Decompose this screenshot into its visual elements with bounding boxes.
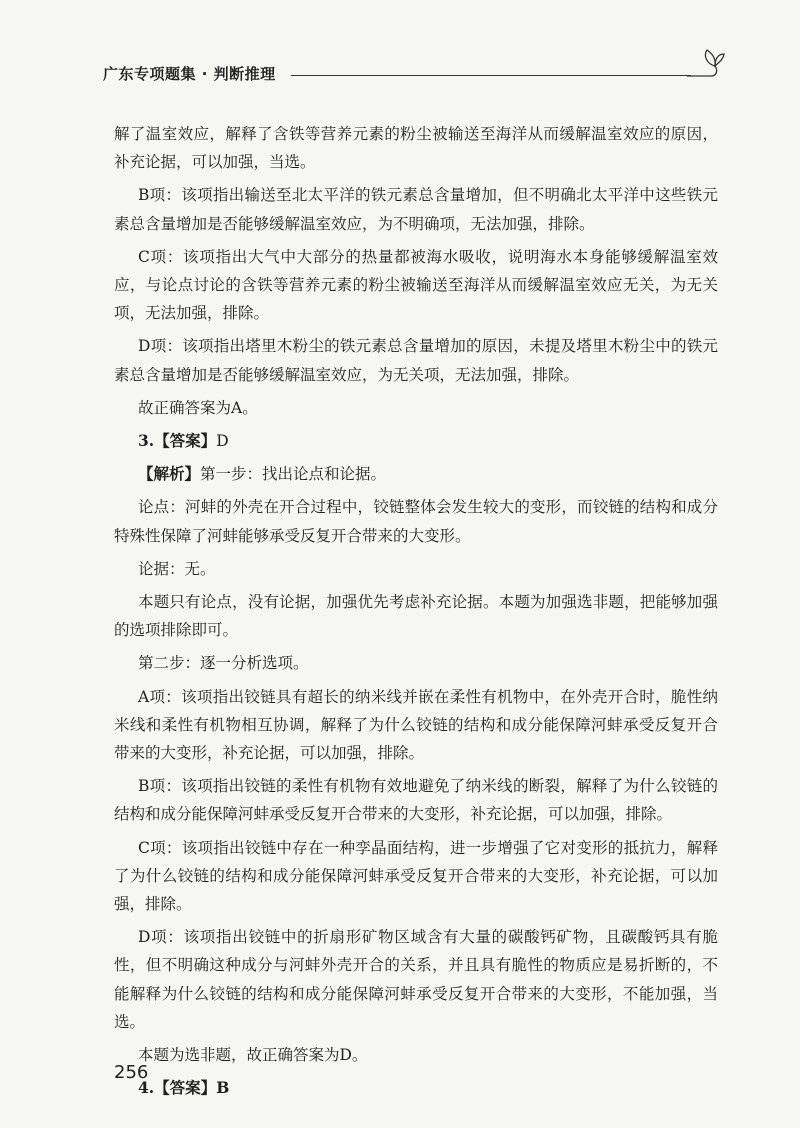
- paragraph: C项：该项指出大气中大部分的热量都被海水吸收，说明海水本身能够缓解温室效应，与论点讨论的含铁等营养元素的粉尘被输送至海洋从而缓解温室效应无关，为无关项，无法加强，排除。: [114, 247, 718, 323]
- running-header: [103, 60, 715, 86]
- q3-option-a: A项：该项指出铰链具有超长的纳米线并嵌在柔性有机物中，在外壳开合时，脆性纳米线和柔性有机物相互协调，解释了为什么铰链的结构和成分能保障河蚌承受反复开合带来的大变形，补充论据，可以加强，排除。: [114, 687, 718, 763]
- paragraph: 解了温室效应，解释了含铁等营养元素的粉尘被输送至海洋从而缓解温室效应的原因，补充论据，可以加强，当选。: [114, 125, 718, 172]
- q3-note: 本题只有论点，没有论据，加强优先考虑补充论据。本题为加强选非题，把能够加强的选项排除即可。: [114, 593, 718, 640]
- page-number: 256: [114, 1062, 149, 1083]
- sprout-icon: [685, 46, 725, 84]
- q3-analysis-step1: 第一步：找出论点和论据。: [200, 465, 387, 484]
- q3-analysis: [114, 460, 718, 488]
- paragraph: D项：该项指出塔里木粉尘的铁元素总含量增加的原因，未提及塔里木粉尘中的铁元素总含量增加是否能够缓解温室效应，为无关项，无法加强，排除。: [114, 337, 718, 384]
- q4-answer-label: 4.【答案】: [138, 1078, 217, 1098]
- header-rule: [291, 75, 691, 76]
- page-body: [114, 120, 718, 1108]
- q3-option-c: C项：该项指出铰链中存在一种孪晶面结构，进一步增强了它对变形的抵抗力，解释了为什么铰链的结构和成分能保障河蚌承受反复开合带来的大变形，补充论据，可以加强，排除。: [114, 838, 718, 914]
- q3-option-b: B项：该项指出铰链的柔性有机物有效地避免了纳米线的断裂，解释了为什么铰链的结构和成分能保障河蚌承受反复开合带来的大变形，补充论据，可以加强，排除。: [114, 777, 718, 824]
- q3-argument: 论点：河蚌的外壳在开合过程中，铰链整体会发生较大的变形，而铰链的结构和成分特殊性保障了河蚌能够承受反复开合带来的大变形。: [114, 498, 718, 545]
- q4-answer: [114, 1074, 718, 1102]
- q3-option-d: D项：该项指出铰链中的折扇形矿物区域含有大量的碳酸钙矿物，且碳酸钙具有脆性，但不明确这种成分与河蚌外壳开合的关系，并且具有脆性的物质应是易折断的，不能解释为什么铰链的结构和成分能保障河蚌承受反复开合带来的大变形，不能加强，当选。: [114, 928, 718, 1031]
- q3-analysis-label: 【解析】: [138, 464, 201, 484]
- q3-answer: [114, 427, 718, 455]
- q3-answer-label: 3.【答案】: [138, 431, 217, 451]
- q4-answer-value: B: [216, 1078, 230, 1098]
- paragraph: B项：该项指出输送至北太平洋的铁元素总含量增加，但不明确北太平洋中这些铁元素总含量增加是否能够缓解温室效应，为不明确项，无法加强，排除。: [114, 186, 718, 233]
- q3-step2: 第二步：逐一分析选项。: [138, 654, 309, 673]
- q3-answer-value: D: [216, 432, 229, 451]
- q3-evidence: 论据：无。: [138, 559, 216, 578]
- q3-conclusion: 本题为选非题，故正确答案为D。: [138, 1046, 368, 1065]
- header-title: 广东专项题集 · 判断推理: [103, 65, 276, 83]
- paragraph: 故正确答案为A。: [138, 398, 258, 417]
